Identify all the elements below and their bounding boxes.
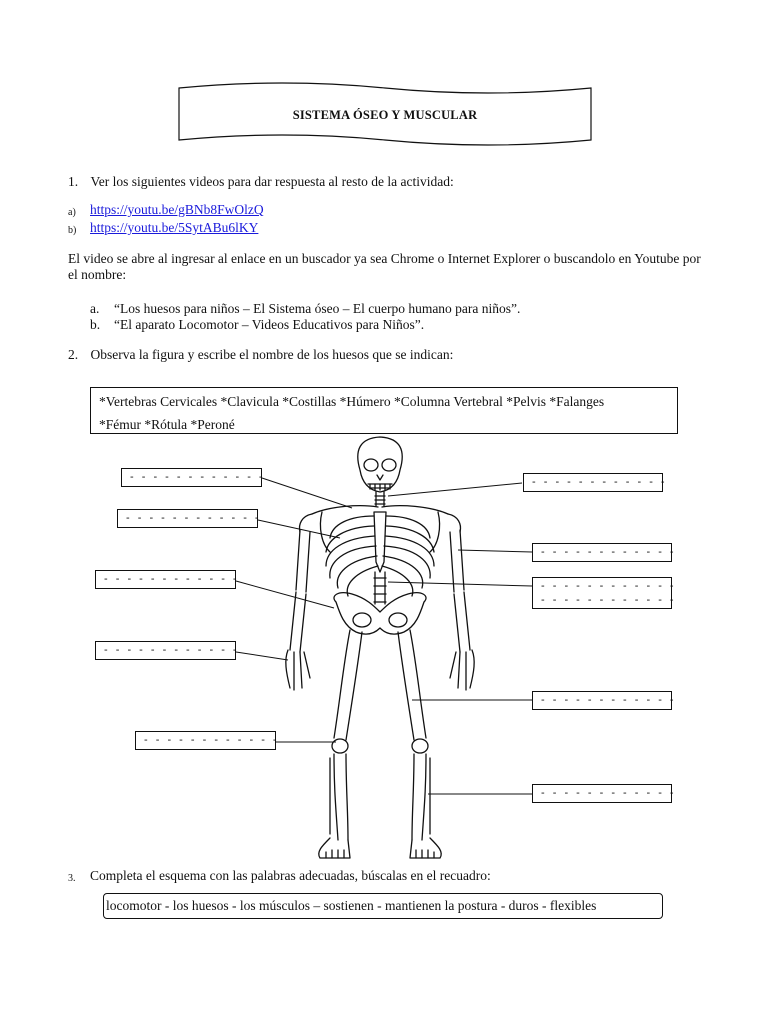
question-3-text: Completa el esquema con las palabras adecuadas, búscalas en el recuadro: [90,868,491,883]
label-box-blank: - - - - - - - - - - - - [104,573,240,585]
question-3 [68,868,491,885]
label-box-clavicle[interactable] [523,473,668,492]
label-box-pelvis[interactable] [95,570,240,589]
label-box-blank: - - - - - - - - - - - - [144,734,280,746]
link-marker-a: a) [68,207,76,218]
note-line-2: el nombre: [68,267,127,282]
label-box-phalanges[interactable] [95,641,240,660]
bone-word-bank-line-2: *Fémur *Rótula *Peroné [99,417,235,432]
label-box-blank: - - - - - - - - - - - - [541,787,677,799]
label-box-spine[interactable] [532,577,677,609]
video-link-b[interactable]: https://youtu.be/5SytABu6lKY [90,220,259,235]
label-box-ribs[interactable] [117,509,262,528]
label-box-femur[interactable] [532,691,677,710]
label-box-blank: - - - - - - - - - - - - [126,512,262,524]
video-title-text-a: “Los huesos para niños – El Sistema óseo – El cuerpo humano para niños”. [114,301,521,316]
label-box-blank: - - - - - - - - - - - - [541,694,677,706]
label-box-blank: - - - - - - - - - - - - [541,594,677,606]
scheme-word-bank [103,893,663,919]
bone-word-bank-line-1: *Vertebras Cervicales *Clavicula *Costillas *Húmero *Columna Vertebral *Pelvis *Falanges [99,394,605,409]
question-3-number: 3. [68,873,76,884]
video-title-marker-b: b. [90,317,101,332]
label-box-humerus[interactable] [532,543,677,562]
label-box-fibula[interactable] [532,784,677,803]
label-box-blank: - - - - - - - - - - - - [532,476,668,488]
pelvis [334,593,426,634]
video-title-marker-a: a. [90,301,100,316]
question-2-text: Observa la figura y escribe el nombre de los huesos que se indican: [90,347,454,362]
video-link-a[interactable]: https://youtu.be/gBNb8FwOlzQ [90,202,264,217]
label-box-patella[interactable] [135,731,280,750]
question-1-text: Ver los siguientes videos para dar respuesta al resto de la actividad: [90,174,454,189]
note-line-1: El video se abre al ingresar al enlace en un buscador ya sea Chrome o Internet Explorer o buscandolo en Youtube por [68,251,701,266]
video-title-text-b: “El aparato Locomotor – Videos Educativos para Niños”. [114,317,425,332]
page-title: SISTEMA ÓSEO Y MUSCULAR [292,108,478,122]
question-1-number: 1. [68,174,79,189]
label-box-cervical[interactable] [121,468,266,487]
link-marker-b: b) [68,225,77,236]
question-2-number: 2. [68,347,79,362]
label-box-blank: - - - - - - - - - - - - [541,546,677,558]
label-box-blank: - - - - - - - - - - - - [104,644,240,656]
label-box-blank: - - - - - - - - - - - - [541,580,677,592]
label-box-blank: - - - - - - - - - - - - [130,471,266,483]
scheme-word-bank-text: locomotor - los huesos - los músculos – sostienen - mantienen la postura - duros - flexibles [106,898,597,913]
